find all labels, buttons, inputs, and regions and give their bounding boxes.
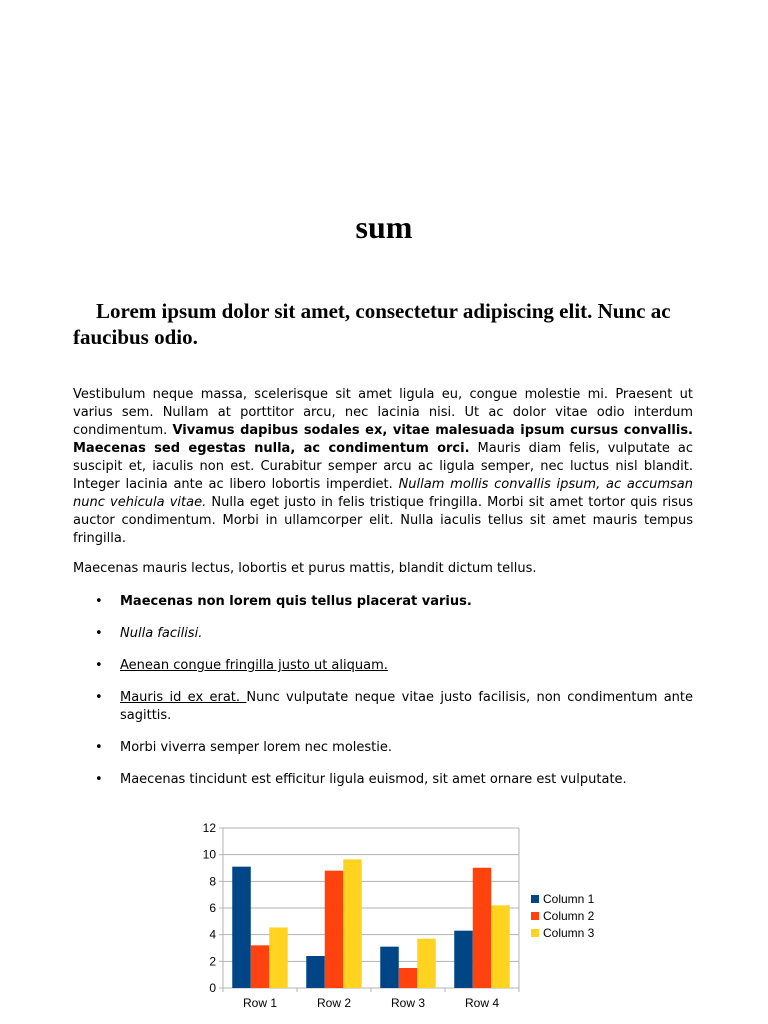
x-tick-label: Row 2 (316, 996, 352, 1010)
legend-label: Column 3 (543, 926, 595, 940)
y-tick-label: 6 (209, 901, 216, 915)
paragraph-1-italic: Nullam mollis convallis ipsum, ac accumsan nunc vehicula vitae. (73, 477, 694, 510)
bar-3 (269, 927, 288, 988)
y-tick-label: 8 (209, 874, 216, 889)
paragraph-1-text-b: Mauris diam felis, vulputate ac suscipit et, iaculis non est. Curabitur semper arcu ac ligula semper, nec luctus nisl blandit. Integer lacinia ante ac libero lobortis imperdiet. (73, 441, 693, 492)
bullet-icon: • (95, 658, 103, 673)
bar-2 (251, 945, 270, 988)
paragraph-1-bold: Vivamus dapibus sodales ex, vitae malesuada ipsum cursus convallis. Maecenas sed egestas nulla, ac condimentum orci. (73, 423, 693, 456)
list-item-text: Nunc vulputate neque vitae justo facilisis, non condimentum ante sagittis. (120, 690, 693, 723)
y-tick-label: 0 (209, 981, 216, 995)
y-tick-label: 2 (209, 954, 216, 969)
legend-swatch (531, 929, 539, 937)
paragraph-1-text-c: Nulla eget justo in felis tristique fringilla. Morbi sit amet tortor quis risus auctor condimentum. Morbi in ullamcorper elit. Nulla iaculis tellus sit amet mauris tempus fringilla. (73, 495, 694, 546)
list-item-text: Aenean congue fringilla justo ut aliquam. (120, 658, 388, 673)
bar-2 (399, 968, 418, 988)
document-subtitle: Lorem ipsum dolor sit amet, consectetur adipiscing elit. Nunc ac faucibus odio. (73, 299, 671, 349)
x-tick-label: Row 4 (464, 996, 500, 1010)
list-item (73, 689, 693, 725)
list-item-text: Nulla facilisi. (120, 626, 203, 641)
bullet-icon: • (95, 690, 103, 705)
list-item-text: Maecenas tincidunt est efficitur ligula euismod, sit amet ornare est vulputate. (120, 772, 627, 787)
bullet-list (73, 593, 693, 803)
bullet-icon: • (95, 594, 103, 609)
legend-swatch (531, 895, 539, 903)
y-tick-label: 4 (209, 927, 216, 942)
bar-1 (232, 867, 251, 988)
bar-3 (491, 905, 510, 988)
y-tick-label: 10 (202, 847, 216, 862)
bar-1 (380, 947, 399, 988)
bullet-icon: • (95, 626, 103, 641)
list-item-underlined: Mauris id ex erat. (120, 690, 247, 705)
y-tick-label: 12 (202, 821, 216, 835)
legend-label: Column 1 (543, 892, 595, 906)
paragraph-2: Maecenas mauris lectus, lobortis et purus mattis, blandit dictum tellus. (73, 561, 537, 576)
list-item-text: Morbi viverra semper lorem nec molestie. (120, 740, 393, 755)
x-tick-label: Row 1 (242, 996, 278, 1010)
bullet-icon: • (95, 772, 103, 787)
bar-chart (190, 815, 620, 1020)
document-title: sum (355, 209, 413, 245)
list-item (73, 625, 693, 643)
list-item (73, 771, 693, 789)
bar-2 (325, 871, 344, 988)
bar-1 (454, 931, 473, 988)
bar-3 (343, 859, 362, 988)
list-item-text: Maecenas non lorem quis tellus placerat varius. (120, 594, 472, 609)
bar-1 (306, 956, 325, 988)
paragraph-1 (73, 386, 693, 548)
list-item (73, 657, 693, 675)
x-tick-label: Row 3 (390, 996, 426, 1010)
bar-2 (473, 868, 492, 988)
list-item (73, 739, 693, 757)
bullet-icon: • (95, 740, 103, 755)
paragraph-1-text-a: Vestibulum neque massa, scelerisque sit amet ligula eu, congue molestie mi. Praesent ut varius sem. Nullam at porttitor arcu, nec lacinia nisi. Ut ac dolor vitae odio interdum condimentum. (73, 387, 693, 438)
bar-3 (417, 939, 436, 988)
legend-swatch (531, 912, 539, 920)
list-item (73, 593, 693, 611)
legend-label: Column 2 (543, 909, 595, 923)
